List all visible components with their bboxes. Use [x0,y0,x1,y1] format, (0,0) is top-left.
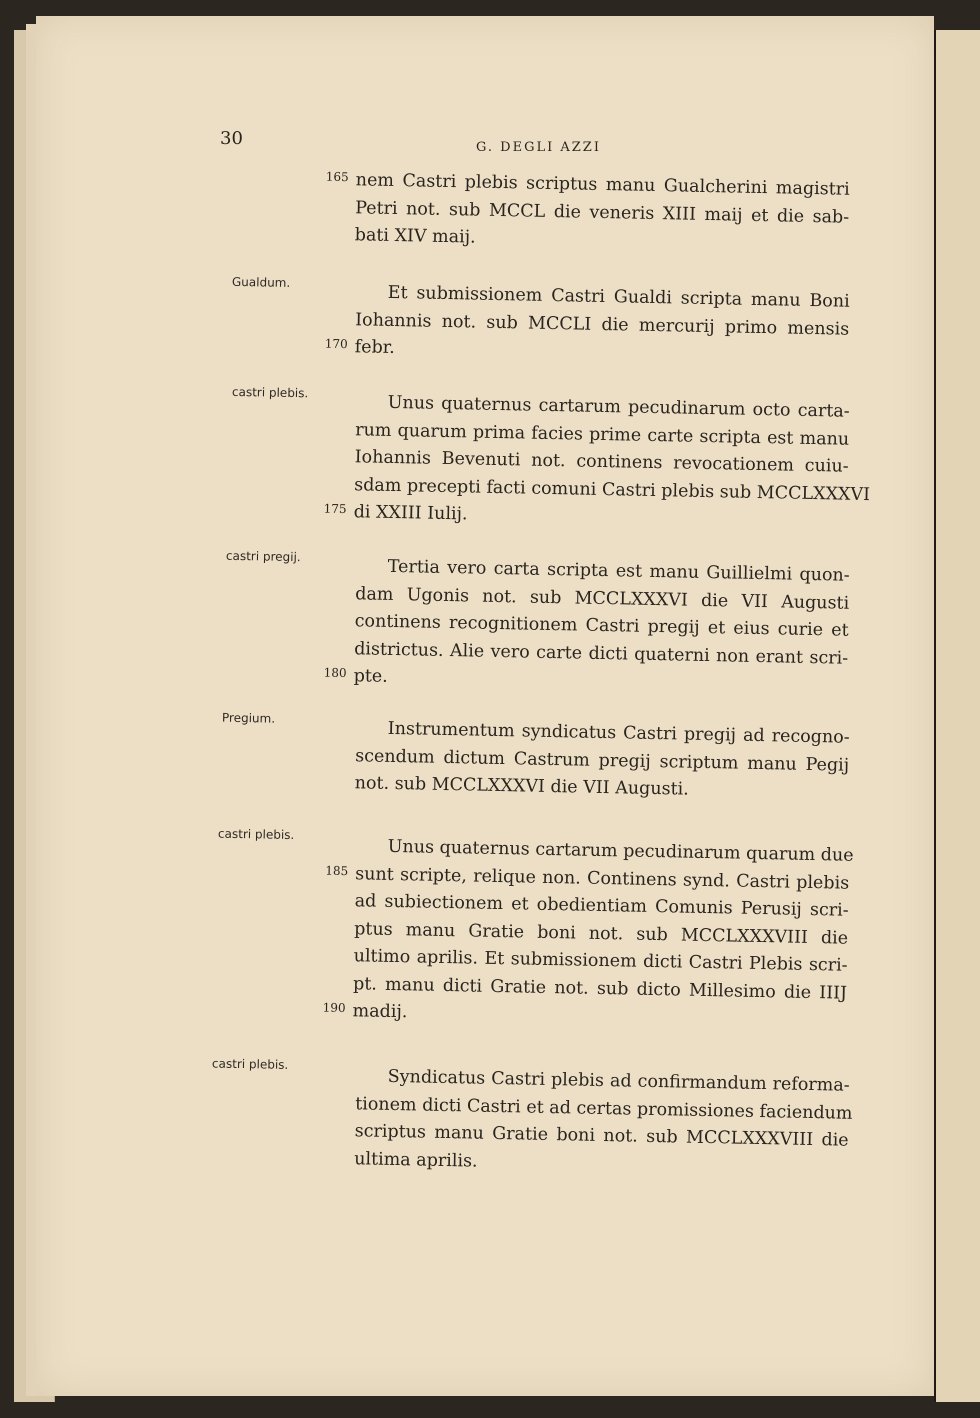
paragraph [354,1063,853,1182]
text-line: bati XIV maij. [354,225,476,248]
text-line: ad subiectionem et obedientiam Comunis Perusij scri- [354,891,849,921]
page-number: 30 [220,128,243,149]
margin-note: castri plebis. [217,826,295,843]
line-number: 170 [324,336,348,352]
line-number: 180 [323,665,347,681]
next-page-edge [934,30,980,1402]
text-line: Unus quaternus cartarum pecudinarum quarum due [387,836,854,866]
text-line: continens recognitionem Castri pregij et eius curie et [354,611,849,641]
margin-note: castri pregij. [225,548,301,565]
text-line: 190 madij. [352,998,846,1035]
margin-note: castri plebis. [211,1056,289,1072]
text-line: 185 sunt scripte, relique non. Continens synd. Castri plebis [355,861,849,898]
margin-note: Gualdum. [231,274,291,290]
paragraph [325,167,850,259]
text-line: ultima aprilis. [354,1148,478,1172]
text-line: not. sub MCCLXXXVI die VII Augusti. [354,773,689,800]
text-line: Iohannis not. sub MCCLI die mercurij primo mensis [355,309,850,340]
text-line: Instrumentum syndicatus Castri pregij ad recogno- [387,718,850,748]
text-line: scriptus manu Gratie boni not. sub MCCLXXXVIII die [354,1121,849,1151]
paragraph [323,389,871,536]
text-line: ptus manu Gratie boni not. sub MCCLXXXVIII die [354,918,849,949]
running-head: G. DEGLI AZZI [476,140,601,155]
paragraph [324,279,850,371]
text-line: sdam precepti facti comuni Castri plebis sub MCCLXXXVI [354,474,871,505]
paragraph [354,715,849,807]
text-line: dam Ugonis not. sub MCCLXXXVI die VII Augusti [355,583,850,614]
text-line: Iohannis Bevenuti not. continens revocationem cuiu- [354,447,849,477]
text-line: Petri not. sub MCCL die veneris XIII maij et die sab- [355,197,850,228]
text-line: tionem dicti Castri et ad certas promissiones faciendum [355,1093,853,1124]
paragraph [323,553,850,700]
margin-note: Pregium. [221,710,276,726]
text-line: scendum dictum Castrum pregij scriptum manu Pegij [355,745,850,776]
text-line: Tertia vero carta scripta est manu Guillielmi quon- [387,556,850,586]
line-number: 185 [325,863,349,878]
text-line: Syndicatus Castri plebis ad confirmandum reforma- [387,1066,850,1096]
text-line: 170 febr. [354,334,848,371]
text-line: Et submissionem Castri Gualdi scripta manu Boni [387,282,850,312]
text-line: rum quarum prima facies prime carte scripta est manu [355,419,850,450]
paragraph [322,833,854,1035]
text-line: 175 di XXIII Iulij. [353,499,847,536]
text-line: 165 nem Castri plebis scriptus manu Gualcherini magistri [355,167,849,204]
text-line: 180 pte. [353,663,847,700]
line-number: 190 [322,1000,346,1016]
margin-note: castri plebis. [231,384,309,401]
text-line: districtus. Alie vero carte dicti quaterni non erant scri- [354,638,849,669]
text-line: pt. manu dicti Gratie not. sub dicto Millesimo die IIIJ [352,973,848,1004]
text-line: Unus quaternus cartarum pecudinarum octo carta- [387,392,850,422]
line-number: 175 [323,501,347,517]
text-line: ultimo aprilis. Et submissionem dicti Castri Plebis scri- [353,946,848,976]
line-number: 165 [325,169,349,185]
